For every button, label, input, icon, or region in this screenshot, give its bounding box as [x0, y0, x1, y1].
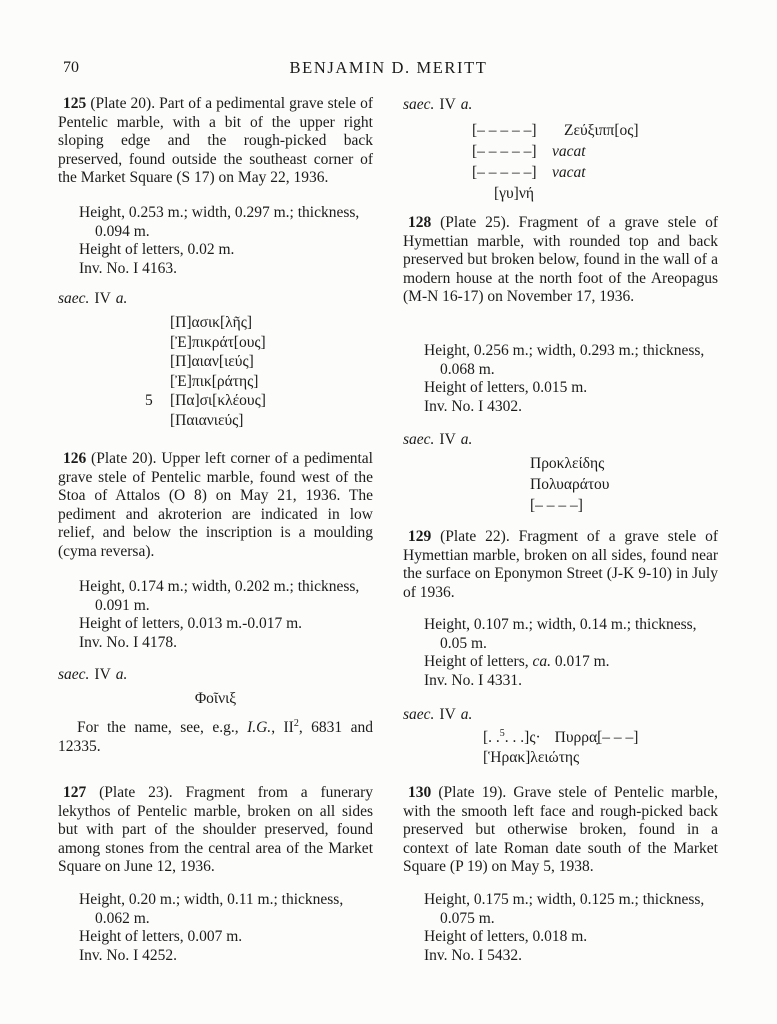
- entry-127-inscription: [403, 120, 718, 204]
- inscription-line: [Ἐ]πικράτ[ους]: [170, 333, 266, 351]
- entry-128-inscription: [403, 453, 718, 516]
- inscription-line: [Παιανιεύς]: [170, 411, 244, 429]
- inscription-line: [– – – –]: [530, 497, 583, 514]
- entry-130-number: 130: [408, 784, 432, 801]
- vacat-label: vacat: [552, 143, 586, 160]
- ig-citation: I.G.: [247, 719, 272, 736]
- measurement-line: 0.091 m.: [95, 596, 150, 614]
- ante-label: a.: [115, 290, 128, 307]
- century-numeral: IV: [94, 290, 111, 307]
- entry-127-date-line: [403, 96, 718, 114]
- entry-127-measurements: [58, 891, 373, 965]
- measurement-line: 0.062 m.: [95, 909, 150, 927]
- entry-125-text: (Plate 20). Part of a pedimental grave stele of Pentelic marble, with a bit of the upper right sloping edge and the rough-picked back preserved, found outside the southeast corner of the Market Square (S 17) on May 22, 1936.: [58, 95, 373, 186]
- century-numeral: IV: [439, 96, 456, 113]
- inscription-name: Πυρρα̣[– – –]: [554, 729, 639, 746]
- entry-129-inscription: [403, 728, 718, 768]
- inventory-number-line: Inv. No. I 4252.: [79, 946, 178, 964]
- entry-126-date-line: [58, 666, 373, 684]
- ante-label: a.: [460, 431, 473, 448]
- entry-128-number: 128: [408, 214, 432, 231]
- inscription-line: [145, 391, 373, 411]
- inscription-line: [Ἡρακ]λειώτης: [483, 749, 580, 766]
- saec-label: saec.: [403, 431, 435, 448]
- entry-125-measurements: [58, 204, 373, 278]
- entry-129-text: (Plate 22). Fragment of a grave stele of Hymettian marble, broken on all sides, found near the surface on Eponymon Street (J-K 9-10) in July of 1936.: [403, 528, 718, 601]
- letter-height-line: Height of letters, 0.015 m.: [424, 379, 588, 396]
- circa-label: ca.: [532, 653, 551, 670]
- inscription-line: [Π]αιαν[ιεύς]: [170, 353, 254, 370]
- inscription-name: Φοῖνιξ: [194, 690, 237, 707]
- inscription-line: Πολυαράτου: [530, 476, 610, 493]
- lacuna-dashes: [– – – – –]: [472, 164, 537, 181]
- saec-label: saec.: [58, 290, 90, 307]
- vacat-label: vacat: [552, 164, 586, 181]
- letter-height-line: Height of letters, 0.007 m.: [79, 928, 243, 945]
- inscription-line: [472, 183, 718, 204]
- commentary-text: , 6831 and 12335.: [58, 719, 373, 755]
- entry-130-paragraph: [403, 784, 718, 877]
- century-numeral: IV: [439, 706, 456, 723]
- entry-129-number: 129: [408, 528, 432, 545]
- entry-125-paragraph: [58, 95, 373, 188]
- lacuna-dashes: [– – – – –]: [472, 143, 537, 160]
- entry-126-measurements: [58, 578, 373, 652]
- ante-label: a.: [460, 96, 473, 113]
- saec-label: saec.: [58, 666, 90, 683]
- inscription-line: [Π]ασικ[λῆς]: [170, 314, 253, 331]
- inventory-number-line: Inv. No. I 4302.: [424, 397, 523, 415]
- entry-128-date-line: [403, 431, 718, 449]
- inscription-line-text: [Πα]σι[κλέους]: [170, 392, 266, 409]
- entry-126-commentary: [58, 719, 373, 756]
- measurement-line: Height, 0.175 m.; width, 0.125 m.; thickness,: [424, 891, 705, 908]
- entry-129-paragraph: [403, 528, 718, 602]
- measurement-line: Height, 0.253 m.; width, 0.297 m.; thickness,: [79, 204, 360, 221]
- inventory-number-line: Inv. No. I 4178.: [79, 633, 178, 651]
- letter-height-line: Height of letters, 0.02 m.: [79, 241, 235, 258]
- entry-127-paragraph: [58, 784, 373, 877]
- commentary-text: , II: [271, 719, 294, 736]
- inscription-line: [472, 162, 718, 183]
- inscription-line: [Ἐ]πικ[ράτης]: [170, 372, 259, 390]
- entry-128-paragraph: [403, 214, 718, 307]
- inscription-line: [472, 120, 718, 141]
- ante-label: a.: [115, 666, 128, 683]
- inscription-line-number: 5: [145, 392, 153, 409]
- measurement-line: Height, 0.174 m.; width, 0.202 m.; thickness,: [79, 578, 360, 595]
- century-numeral: IV: [439, 431, 456, 448]
- entry-128-text: (Plate 25). Fragment of a grave stele of Hymettian marble, with rounded top and back preserved but broken below, found in the wall of a modern house at the north foot of the Areopagus (M-N 16-17) on November 17, 1936.: [403, 214, 718, 305]
- commentary-text: For the name, see, e.g.,: [77, 719, 248, 736]
- lacuna-dashes: [– – – – –]: [472, 122, 537, 139]
- measurement-line: 0.094 m.: [95, 222, 150, 240]
- inscription-line: Προκλείδης: [530, 455, 605, 472]
- inscription-line-text: [γυ]νή: [494, 185, 534, 202]
- letter-height-text: 0.017 m.: [551, 653, 610, 670]
- entry-130-measurements: [403, 891, 718, 965]
- entry-128-measurements: [403, 342, 718, 416]
- measurement-line: 0.075 m.: [440, 909, 495, 927]
- inventory-number-line: Inv. No. I 4331.: [424, 671, 523, 689]
- inventory-number-line: Inv. No. I 5432.: [424, 946, 523, 964]
- measurement-line: Height, 0.256 m.; width, 0.293 m.; thickness,: [424, 342, 705, 359]
- letter-height-line: Height of letters, 0.013 m.-0.017 m.: [79, 615, 302, 632]
- entry-126-number: 126: [63, 450, 87, 467]
- inscription-line: [483, 728, 718, 748]
- page-number: 70: [63, 59, 79, 76]
- entry-127-text: (Plate 23). Fragment from a funerary lekythos of Pentelic marble, broken on all sides but with part of the shoulder preserved, found among stones from the central area of the Market Square on June 12, 1936.: [58, 784, 373, 875]
- entry-126-inscription: [58, 690, 373, 708]
- entry-125-inscription: [58, 313, 373, 430]
- letter-height-line: [403, 653, 718, 672]
- entry-129-date-line: [403, 706, 718, 724]
- lacuna-text: . . .]ς·: [504, 729, 541, 746]
- entry-125-date-line: [58, 290, 373, 308]
- inscription-name: Ζεύξιππ[ος]: [564, 122, 639, 139]
- measurement-line: Height, 0.107 m.; width, 0.14 m.; thickness,: [424, 616, 697, 633]
- entry-125-number: 125: [63, 95, 87, 112]
- citation-superscript: 2: [293, 717, 299, 729]
- saec-label: saec.: [403, 96, 435, 113]
- letter-height-text: Height of letters,: [424, 653, 533, 670]
- measurement-line: Height, 0.20 m.; width, 0.11 m.; thickness,: [79, 891, 344, 908]
- measurement-line: 0.068 m.: [440, 360, 495, 378]
- entry-126-paragraph: [58, 450, 373, 561]
- lacuna-letter-count: 5: [499, 727, 505, 739]
- inventory-number-line: Inv. No. I 4163.: [79, 259, 178, 277]
- inscription-line: [472, 141, 718, 162]
- entry-129-measurements: [403, 616, 718, 690]
- lacuna-text: [. .: [483, 729, 500, 746]
- running-title: BENJAMIN D. MERITT: [289, 58, 488, 77]
- letter-height-line: Height of letters, 0.018 m.: [424, 928, 588, 945]
- century-numeral: IV: [94, 666, 111, 683]
- entry-127-number: 127: [63, 784, 87, 801]
- measurement-line: 0.05 m.: [440, 634, 487, 652]
- saec-label: saec.: [403, 706, 435, 723]
- entry-126-text: (Plate 20). Upper left corner of a pedimental grave stele of Pentelic marble, found west of the Stoa of Attalos (O 8) on May 21, 1936. The pediment and akroterion are indicated in low relief, and below the inscription is a moulding (cyma reversa).: [58, 450, 373, 560]
- ante-label: a.: [460, 706, 473, 723]
- entry-130-text: (Plate 19). Grave stele of Pentelic marble, with the smooth left face and rough-picked back preserved but otherwise broken, found in a context of late Roman date south of the Market Square (P 19) on May 5, 1938.: [403, 784, 718, 875]
